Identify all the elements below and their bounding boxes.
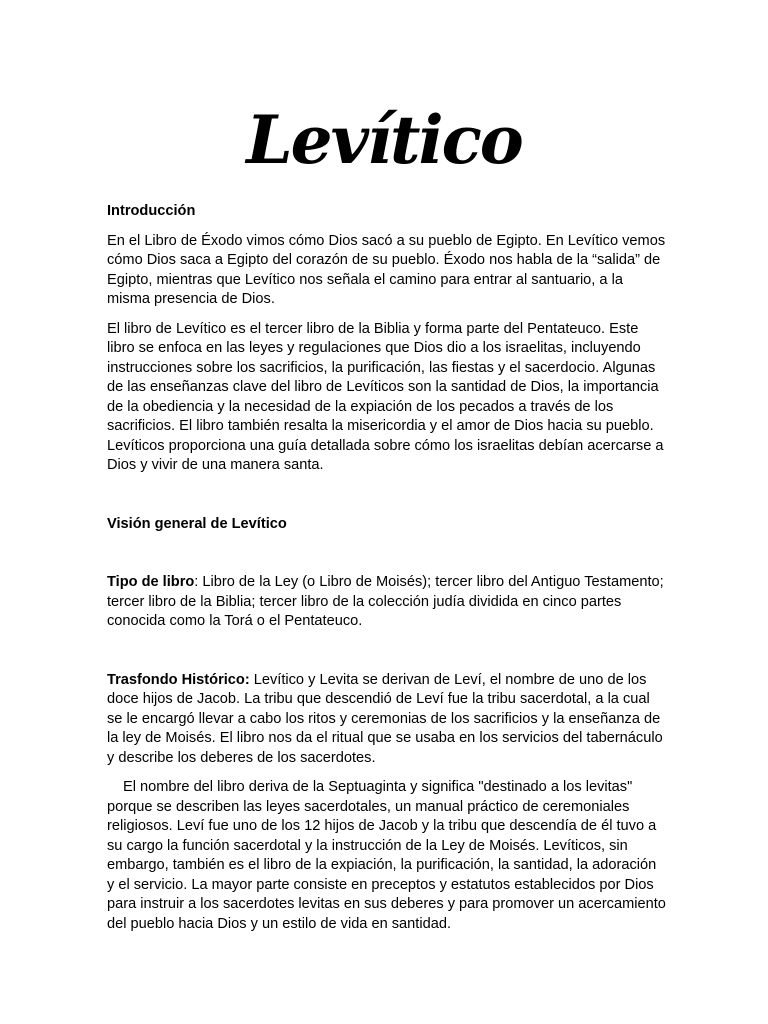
tipo-text: : Libro de la Ley (o Libro de Moisés); tercer libro del Antiguo Testamento; tercer libro de la Biblia; tercer libro de la colección judía dividida en cinco partes conocida como la Torá o el Pentateuco.	[107, 574, 664, 629]
name-origin-paragraph: El nombre del libro deriva de la Septuaginta y significa "destinado a los levitas" porque se describen las leyes sacerdotales, un manual práctico de ceremoniales religiosos. Leví fue uno de los 12 hijos de Jacob y la tribu que descendía de él tuvo a su cargo la función sacerdotal y la instrucción de la Ley de Moisés. Levíticos, sin embargo, también es el libro de la expiación, la purificación, la santidad, la adoración y el servicio. La mayor parte consiste en preceptos y estatutos establecidos por Dios para instruir a los sacerdotes levitas en sus deberes y para promover un acercamiento del pueblo hacia Dios y un estilo de vida en santidad.	[107, 779, 666, 932]
tipo-label: Tipo de libro	[107, 574, 195, 590]
trasfondo-paragraph	[107, 671, 667, 769]
tipo-paragraph	[107, 573, 667, 632]
overview-heading: Visión general de Levítico	[107, 515, 287, 532]
intro-heading: Introducción	[107, 203, 196, 219]
intro-paragraph-2: El libro de Levítico es el tercer libro de la Biblia y forma parte del Pentateuco. Este libro se enfoca en las leyes y regulaciones que Dios dio a los israelitas, incluyendo instrucciones sobre los sacrificios, la purificación, las fiestas y el sacerdocio. Algunas de las enseñanzas clave del libro de Levíticos son la santidad de Dios, la importancia de la obediencia y la necesidad de la expiación de los pecados a través de los sacrificios. El libro también resalta la misericordia y el amor de Dios hacia su pueblo. Levíticos proporciona una guía detallada sobre cómo los israelitas debían acercarse a Dios y vivir de una manera santa.	[107, 320, 664, 473]
document-body	[107, 202, 667, 934]
trasfondo-label: Trasfondo Histórico:	[107, 671, 250, 688]
trasfondo-text: Levítico y Levita se derivan de Leví, el nombre de uno de los doce hijos de Jacob. La tribu que descendió de Leví fue la tribu sacerdotal, a la cual se le encargó llevar a cabo los ritos y ceremonias de los sacrificios y la enseñanza de la ley de Moisés. El libro nos da el ritual que se usaba en los servicios del tabernáculo y describe los deberes de los sacerdotes.	[107, 671, 663, 766]
intro-paragraph-1: En el Libro de Éxodo vimos cómo Dios sacó a su pueblo de Egipto. En Levítico vemos cómo Dios saca a Egipto del corazón de su pueblo. Éxodo nos habla de la “salida” de Egipto, mientras que Levítico nos señala el camino para entrar al santuario, a la misma presencia de Dios.	[107, 232, 666, 307]
page-title: Levítico	[246, 101, 522, 179]
